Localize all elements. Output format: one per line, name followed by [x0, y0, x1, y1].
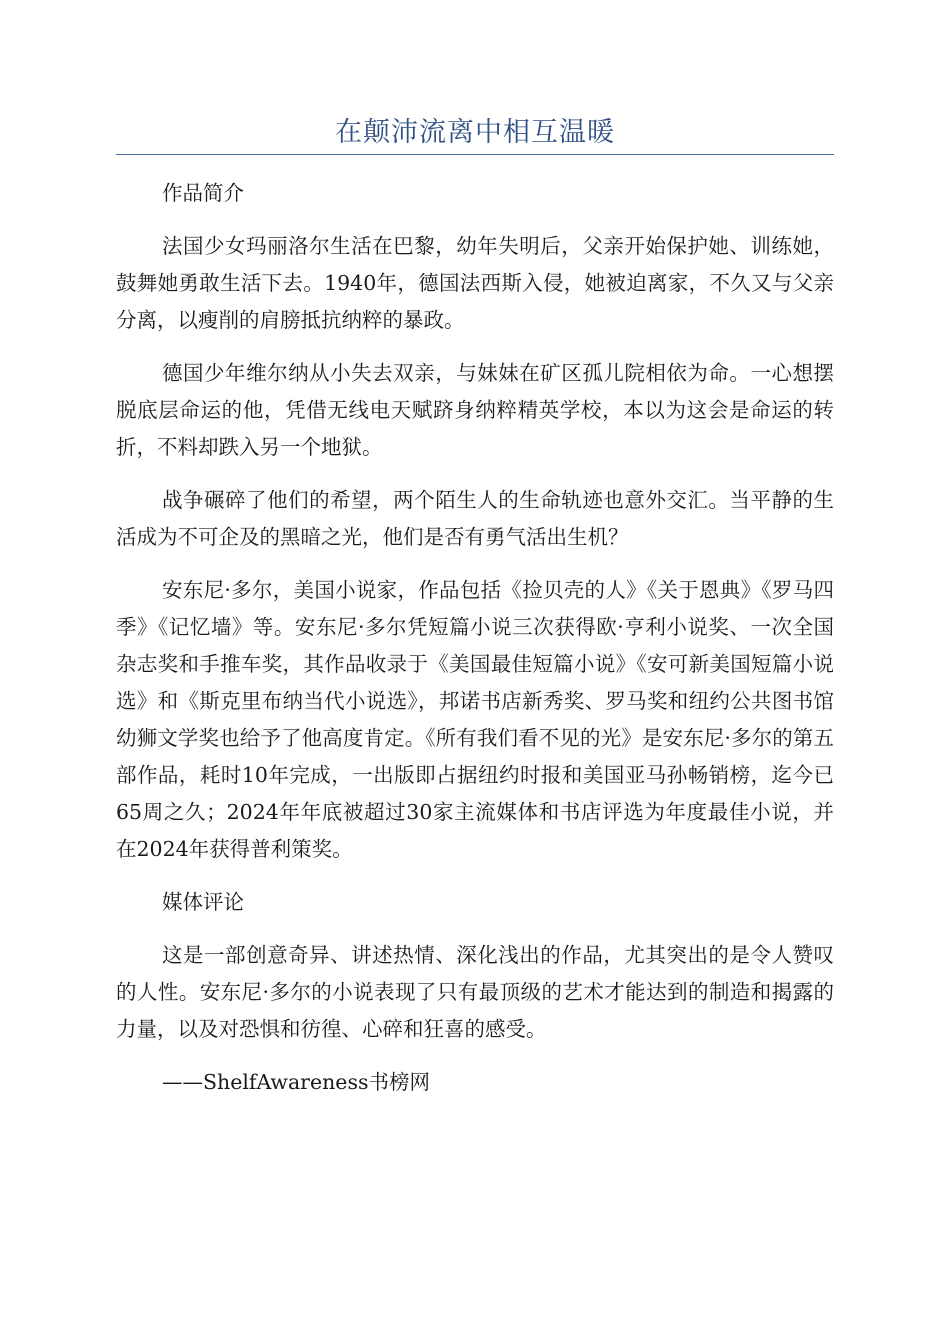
section-heading-intro: 作品简介: [162, 181, 244, 205]
review-source: ——ShelfAwareness书榜网: [162, 1070, 430, 1094]
title-underline: [116, 154, 834, 155]
document-title: 在颠沛流离中相互温暖: [335, 117, 615, 148]
review-paragraph-1: 这是一部创意奇异、讲述热情、深化浅出的作品，尤其突出的是令人赞叹的人性。安东尼·多尔的小说表现了只有最顶级的艺术才能达到的制造和揭露的力量，以及对恐惧和彷徨、心碎和狂喜的感受。: [116, 943, 834, 1041]
author-paragraph: 安东尼·多尔，美国小说家，作品包括《捡贝壳的人》《关于恩典》《罗马四季》《记忆墙》等。安东尼·多尔凭短篇小说三次获得欧·亨利小说奖、一次全国杂志奖和手推车奖，其作品收录于《美国最佳短篇小说》《安可新美国短篇小说选》和《斯克里布纳当代小说选》，邦诺书店新秀奖、罗马奖和纽约公共图书馆幼狮文学奖也给予了他高度肯定。《所有我们看不见的光》是安东尼·多尔的第五部作品，耗时10年完成，一出版即占据纽约时报和美国亚马孙畅销榜，迄今已65周之久；2024年年底被超过30家主流媒体和书店评选为年度最佳小说，并在2024年获得普利策奖。: [116, 578, 834, 861]
intro-paragraph-1: 法国少女玛丽洛尔生活在巴黎，幼年失明后，父亲开始保护她、训练她，鼓舞她勇敢生活下去。1940年，德国法西斯入侵，她被迫离家，不久又与父亲分离，以瘦削的肩膀抵抗纳粹的暴政。: [116, 234, 834, 332]
section-heading-review: 媒体评论: [162, 890, 244, 914]
intro-paragraph-3: 战争碾碎了他们的希望，两个陌生人的生命轨迹也意外交汇。当平静的生活成为不可企及的黑暗之光，他们是否有勇气活出生机？: [116, 488, 834, 549]
document-page: [116, 0, 834, 1101]
intro-paragraph-2: 德国少年维尔纳从小失去双亲，与妹妹在矿区孤儿院相依为命。一心想摆脱底层命运的他，凭借无线电天赋跻身纳粹精英学校，本以为这会是命运的转折，不料却跌入另一个地狱。: [116, 361, 834, 459]
